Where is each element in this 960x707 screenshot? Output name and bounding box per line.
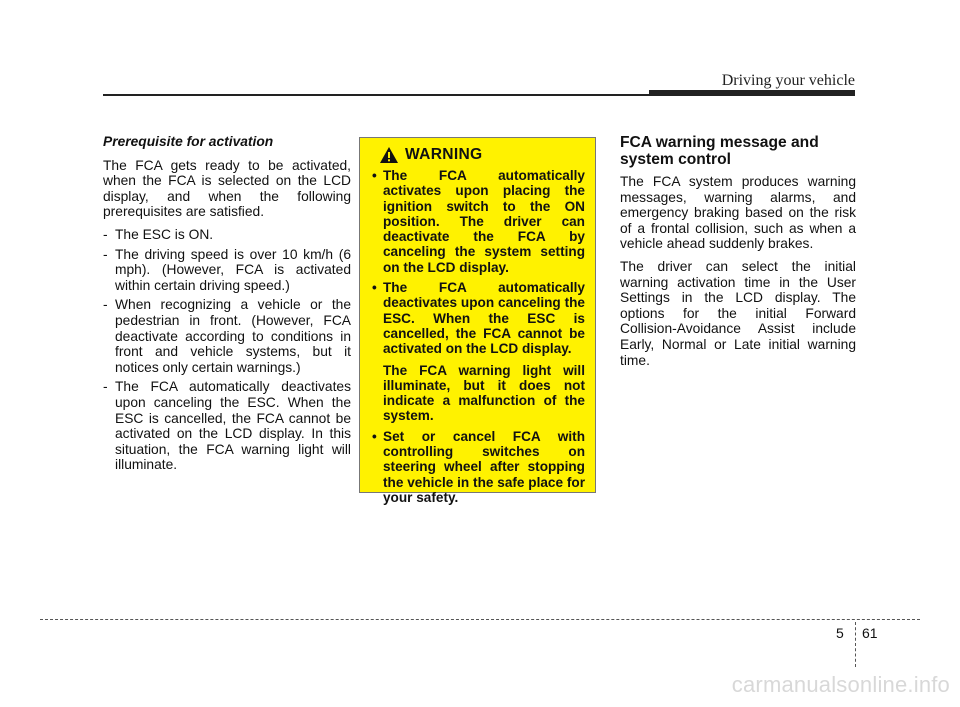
warning-bullet [372,168,585,275]
warning-bullet [372,280,585,424]
warning-bullet [372,429,585,505]
fca-control-heading: FCA warning message and system control [620,134,819,168]
list-item-text: The driving speed is over 10 km/h (6 mph). (However, FCA is activated within certain driving speed.) [115,246,351,293]
list-item [103,297,351,375]
dash-marker: - [103,297,108,313]
section-title: Driving your vehicle [721,72,855,89]
fca-paragraph-1: The FCA system produces warning messages, warning alarms, and emergency braking based on the risk of a frontal collision, such as when a vehicle ahead suddenly brakes. [620,174,856,252]
chapter-number: 5 [836,625,844,641]
prerequisite-intro: The FCA gets ready to be activated, when the FCA is selected on the LCD display, and when the following prerequisites are satisfied. [103,157,351,220]
dash-marker: - [103,379,108,395]
warning-title: WARNING [405,146,483,164]
warning-heading [379,146,585,164]
warning-box [359,137,596,505]
dash-marker: - [103,246,108,262]
watermark: carmanualsonline.info [731,672,950,697]
list-item [103,247,351,294]
warning-bullet-text: The FCA automatically activates upon placing the ignition switch to the ON position. The driver can deactivate the FCA by canceling the system setting on the LCD display. [383,168,585,275]
right-column [620,134,856,375]
fca-paragraph-2: The driver can select the initial warning activation time in the User Settings in the LCD display. The options for the initial Forward Collision-Avoidance Assist include Early, Normal or Late initial warning time. [620,258,856,368]
list-item-text: The FCA automatically deactivates upon canceling the ESC. When the ESC is cancelled, the FCA cannot be activated on the LCD display. In this situation, the FCA warning light will illuminate. [115,379,351,473]
warning-triangle-icon [379,146,399,164]
left-column [103,134,351,477]
bullet-marker: • [372,428,377,444]
page-number-divider [855,622,856,667]
list-item [103,379,351,473]
warning-bullet-text: Set or cancel FCA with controlling switches on steering wheel after stopping the vehicle in the safe place for your safety. [383,428,585,505]
list-item [103,227,351,243]
list-item-text: When recognizing a vehicle or the pedestrian in front. (However, FCA deactivate according to conditions in front and vehicle systems, but it notices only certain warnings.) [115,297,351,375]
dash-marker: - [103,226,108,242]
footer-rule [40,619,920,620]
bullet-marker: • [372,168,377,183]
warning-bullet-extra: The FCA warning light will illuminate, but it does not indicate a malfunction of the system. [383,362,585,424]
warning-bullet-text: The FCA automatically deactivates upon canceling the ESC. When the ESC is cancelled, the FCA cannot be activated on the LCD display. [383,280,585,357]
page-number: 61 [862,625,878,641]
list-item-text: The ESC is ON. [115,226,214,242]
bullet-marker: • [372,280,377,296]
header-accent-bar [649,90,855,96]
prerequisite-subheading: Prerequisite for activation [103,134,274,149]
